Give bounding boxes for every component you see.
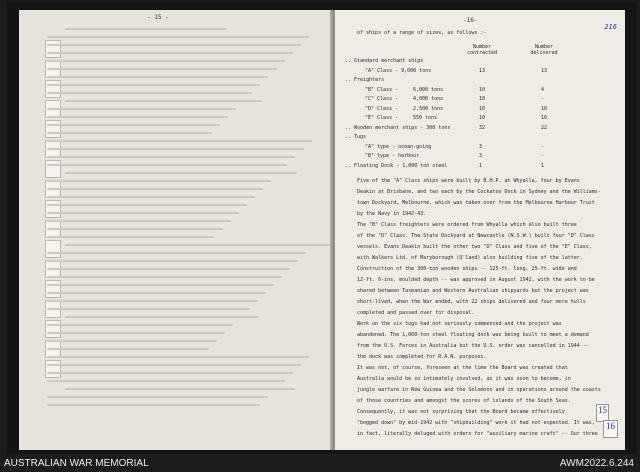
- bleed-line: [47, 332, 225, 334]
- row-contracted: 32: [479, 124, 486, 131]
- text-line: shared between Tasmanian and Western Australian shipyards but the project was: [357, 288, 589, 294]
- row-label: "A" Class - 9,000 tons: [365, 67, 432, 74]
- row-delivered: 22: [541, 124, 548, 131]
- bleed-line: [65, 28, 227, 30]
- bleed-line: [47, 340, 217, 342]
- bleed-line: [47, 108, 236, 110]
- bleed-line: [47, 220, 231, 222]
- bleed-line: [47, 68, 277, 70]
- intro-line: of ships of a range of sizes, as follows :-: [357, 30, 487, 36]
- row-delivered: 13: [541, 67, 548, 74]
- footer-institution: AUSTRALIAN WAR MEMORIAL: [4, 458, 149, 469]
- row-label: "D" Class -: [365, 105, 399, 112]
- right-page-number: -16-: [463, 17, 478, 24]
- text-line: by the Navy in 1942-43.: [357, 211, 427, 217]
- text-line: Work on the six tugs had not seriously commenced and the project was: [357, 321, 562, 327]
- bleed-line: [47, 252, 306, 254]
- row-delivered: 1: [541, 162, 545, 169]
- bleed-line: [47, 36, 309, 38]
- open-book: [7, 2, 637, 454]
- bleed-line: [47, 132, 212, 134]
- bleed-line: [65, 388, 295, 390]
- row-contracted: 10: [479, 105, 486, 112]
- bleed-line: [47, 284, 274, 286]
- sticker-15: 15: [596, 404, 609, 422]
- text-line: Consequently, it was not surprising that the Board became effectively: [357, 409, 565, 415]
- bleed-line: [47, 396, 268, 398]
- row-label: "B" Class -: [365, 86, 399, 93]
- bleed-line: [47, 372, 293, 374]
- bleed-line: [47, 52, 293, 54]
- header-delivered: Number delivered: [530, 44, 558, 56]
- text-line: jungle warfare in New Guinea and the Solomons and in operations around the coasts: [357, 387, 601, 393]
- text-line: vessels. Evans Deakin built the other two "D" Class and five of the "E" Class,: [357, 244, 592, 250]
- row-tonnage: 550 tons: [413, 115, 438, 121]
- bleed-line: [65, 316, 259, 318]
- text-line: from the U.S. Forces in Australia but the U.S. order was cancelled in 1944 --: [357, 343, 589, 349]
- bleed-line: [47, 260, 298, 262]
- bleed-line: [47, 212, 239, 214]
- row-delivered: -: [541, 153, 545, 159]
- text-line: "bogged down" by mid-1942 with "shipbuilding" work it had not expected. It was,: [357, 420, 595, 426]
- bleed-line: [47, 140, 312, 142]
- bleed-line: [65, 244, 332, 246]
- bleed-line: [65, 100, 262, 102]
- row-contracted: 3: [479, 153, 483, 159]
- bleed-line: [47, 76, 268, 78]
- row-contracted: 1: [479, 162, 483, 169]
- right-page: [335, 10, 625, 450]
- bleed-line: [47, 44, 301, 46]
- bleed-line: [47, 84, 260, 86]
- text-line: in fact, literally deluged with orders for "auxiliary marine craft" -- Our three: [357, 431, 598, 437]
- row-label: .. Wooden merchant ships - 300 tons: [345, 124, 451, 131]
- text-line: It was not, of course, foreseen at the time the Board was created that: [357, 365, 568, 371]
- text-line: Australia would be so intimately involved, as it was soon to become, in: [357, 376, 571, 382]
- footer-accession: AWM2022.6.244: [559, 458, 634, 469]
- bleed-line: [47, 156, 295, 158]
- row-contracted: 10: [479, 115, 486, 121]
- bleed-line: [47, 60, 285, 62]
- row-delivered: 4: [541, 86, 545, 93]
- bleed-line: [47, 116, 228, 118]
- bleed-line: [47, 92, 252, 94]
- bleed-line: [47, 348, 209, 350]
- row-delivered: -: [541, 96, 545, 102]
- row-delivered: 10: [541, 105, 548, 112]
- left-page: [19, 10, 332, 450]
- text-line: 12-ft. 6-ins. moulded depth -- was approved in August 1942, with the work to be: [357, 277, 595, 283]
- row-label: "E" Class -: [365, 115, 399, 121]
- bleed-line: [47, 300, 258, 302]
- row-delivered: 10: [541, 115, 548, 121]
- row-label: "B" type - harbour: [365, 153, 420, 159]
- bleed-line: [47, 268, 290, 270]
- bleed-line: [47, 364, 301, 366]
- row-label: .. Freighters: [345, 77, 385, 83]
- left-page-number: - 15 -: [147, 14, 169, 21]
- row-delivered: -: [541, 143, 545, 150]
- bleed-line: [47, 188, 263, 190]
- bleed-line: [47, 356, 309, 358]
- row-label: .. Standard merchant ships: [345, 58, 424, 64]
- bleed-line: [47, 124, 220, 126]
- bleed-line: [47, 236, 214, 238]
- bleed-line: [65, 172, 297, 174]
- row-contracted: 10: [479, 86, 486, 93]
- bleed-line: [47, 180, 271, 182]
- bleed-through-text: [47, 28, 317, 412]
- row-tonnage: 4,000 tons: [413, 96, 444, 102]
- ref-number: 216: [604, 23, 617, 31]
- bleed-line: [47, 276, 282, 278]
- bleed-line: [47, 148, 304, 150]
- text-line: of the "D" Class. The State Dockyard at Newcastle (N.S.W.) built four "D" Class: [357, 233, 595, 239]
- row-label: "C" Class -: [365, 96, 399, 102]
- row-label: .. Floating Dock - 1,000 ton steel: [345, 162, 448, 169]
- row-label: .. Tugs: [345, 134, 367, 140]
- row-label: "A" type - ocean-going: [365, 143, 432, 150]
- text-line: Deakin at Brisbane, and two each by the Cockatoo Dock in Sydney and the Williams-: [357, 189, 601, 195]
- text-line: completed and passed over for disposal.: [357, 310, 475, 316]
- bleed-line: [47, 204, 247, 206]
- row-contracted: 3: [479, 143, 483, 150]
- text-line: Five of the "A" Class ships were built by B.H.P. at Whyalla, four by Evans: [357, 178, 580, 184]
- text-line: town Dockyard, Melbourne, which was taken over from the Melbourne Harbour Trust: [357, 200, 595, 206]
- footer-bar: [0, 456, 640, 472]
- row-contracted: 10: [479, 96, 486, 102]
- bleed-line: [47, 308, 250, 310]
- text-line: short-lived, when the War ended, with 22 ships delivered and four more hulls: [357, 299, 586, 305]
- bleed-line: [47, 164, 287, 166]
- bleed-line: [47, 196, 255, 198]
- text-line: with Walkers Ltd. of Maryborough (Q'land) also building five of the latter.: [357, 255, 583, 261]
- bleed-line: [47, 380, 285, 382]
- text-line: Construction of the 300-ton wooden ships -- 125-ft. long, 25-ft. wide and: [357, 266, 577, 272]
- row-tonnage: 6,000 tons: [413, 86, 444, 93]
- text-line: The "B" Class freighters were ordered from Whyalla which also built three: [357, 222, 577, 228]
- text-line: abandoned. The 1,000-ton steel floating dock was being built to meet a demand: [357, 332, 589, 338]
- bleed-line: [47, 404, 260, 406]
- row-contracted: 13: [479, 67, 486, 74]
- text-line: of those countries and amongst the scores of islands of the South Seas.: [357, 398, 571, 404]
- bleed-line: [47, 228, 223, 230]
- text-line: the dock was completed for R.A.N. purposes.: [357, 354, 487, 360]
- row-tonnage: 2,500 tons: [413, 105, 444, 112]
- bleed-line: [47, 324, 233, 326]
- sticker-16: 16: [603, 420, 618, 438]
- header-contracted: Number contracted: [466, 44, 498, 56]
- bleed-line: [47, 292, 266, 294]
